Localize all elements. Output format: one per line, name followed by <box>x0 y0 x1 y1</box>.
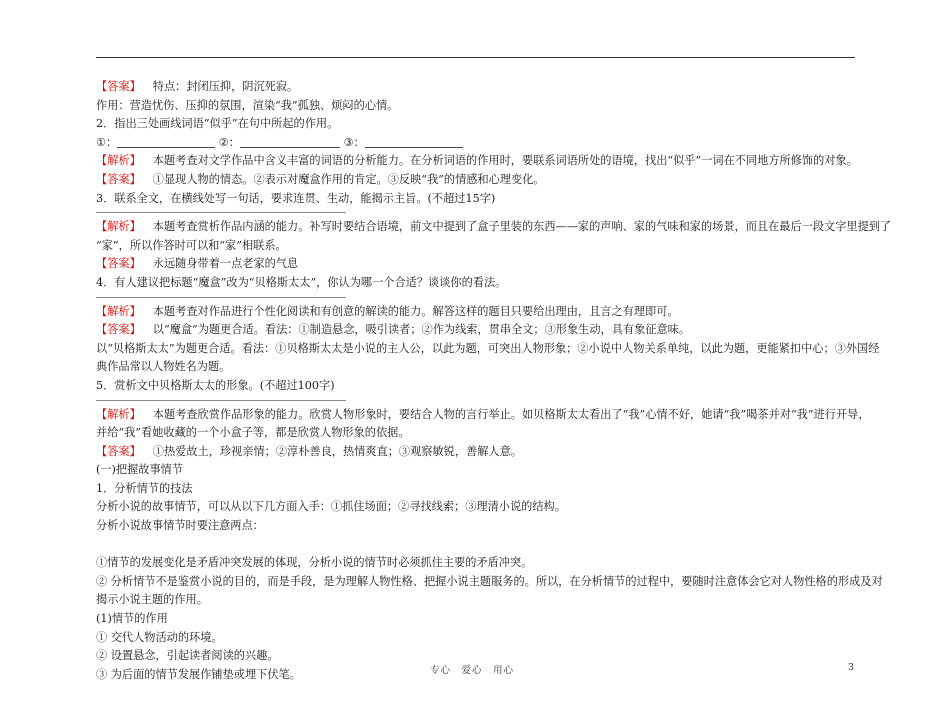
section-focus: 分析小说故事情节时要注意两点： <box>96 519 264 533</box>
q5-writing-line <box>96 396 855 406</box>
analysis-tag: 【解析】 <box>96 154 141 168</box>
q1-effect: 作用：营造忧伤、压抑的氛围，渲染“我”孤独、烦闷的心情。 <box>96 98 399 112</box>
q4-analysis-line <box>96 303 855 322</box>
spacer <box>96 536 855 555</box>
section-point2-1: ② 分析情节不是鉴赏小说的目的，而是手段，是为理解人物性格、把握小说主题服务的。所以，在分析情节的过程中，要随时注意体会它对人物性格的形成及对 <box>96 574 883 588</box>
blank1-label: ①： <box>96 135 118 149</box>
section-point1: ①情节的发展变化是矛盾冲突发展的体现，分析小说的情节时必须抓住主要的矛盾冲突。 <box>96 556 533 570</box>
q3-analysis-line <box>96 218 892 237</box>
page-number: 3 <box>848 662 855 673</box>
role-item-1: ① 交代人物活动的环境。 <box>96 630 223 644</box>
q4-alt-1: 以“贝格斯太太”为题更合适。看法：①贝格斯太太是小说的主人公，以此为题，可突出人物形象；②小说中人物关系单纯，以此为题，更能紧扣中心；③外国经 <box>96 341 880 355</box>
blank2-label: ②： <box>218 135 240 149</box>
q5-answer: ①热爱故土，珍视亲情；②淳朴善良，热情爽直；③观察敏锐，善解人意。 <box>152 444 522 458</box>
answer-tag: 【答案】 <box>96 172 141 186</box>
role-item-2: ② 设置悬念，引起读者阅读的兴趣。 <box>96 649 279 663</box>
section-intro: 分析小说的故事情节，可以从以下几方面入手：①抓住场面；②寻找线索；③理清小说的结构。 <box>96 500 566 514</box>
q4-writing-line <box>96 293 855 303</box>
q2-blanks <box>96 134 855 153</box>
answer-tag: 【答案】 <box>96 257 141 271</box>
blank1-field[interactable] <box>117 135 215 148</box>
q3-analysis-2: “家”，所以作答时可以和“家”相联系。 <box>96 238 287 252</box>
section-sub1: 1．分析情节的技法 <box>96 481 193 495</box>
q3-answer-line <box>96 255 855 274</box>
q3-answer: 永远随身带着一点老家的气息 <box>152 257 299 271</box>
q3-writing-line <box>96 208 855 218</box>
analysis-tag: 【解析】 <box>96 304 141 318</box>
blank3-label: ③： <box>343 135 365 149</box>
q2-answer: ①显现人物的情态。②表示对魔盒作用的肯定。③反映“我”的情感和心理变化。 <box>152 172 545 186</box>
q2-answer-line <box>96 171 855 190</box>
q3-question: 3．联系全文，在横线处写一句话，要求连贯、生动，能揭示主旨。(不超过15字) <box>96 191 496 205</box>
q2-analysis: 本题考查对文学作品中含义丰富的词语的分析能力。在分析词语的作用时，要联系词语所处的语境，找出“似乎”一词在不同地方所修饰的对象。 <box>152 154 858 168</box>
analysis-tag: 【解析】 <box>96 407 141 421</box>
q4-alt-2: 典作品常以人物姓名为题。 <box>96 360 231 374</box>
q5-analysis-2: 并给“我”看她收藏的一个小盒子等，都是欣赏人物形象的依据。 <box>96 426 410 440</box>
section-point2-2: 揭示小说主题的作用。 <box>96 593 208 607</box>
q2-analysis-line <box>96 152 858 171</box>
answer-tag: 【答案】 <box>96 323 141 337</box>
document-body <box>96 78 892 684</box>
role-heading: (1)情节的作用 <box>96 612 168 626</box>
role-item-3: ③ 为后面的情节发展作铺垫或埋下伏笔。 <box>96 667 301 681</box>
q2-question: 2．指出三处画线词语“似乎”在句中所起的作用。 <box>96 117 339 131</box>
q4-question: 4．有人建议把标题“魔盒”改为“贝格斯太太”，你认为哪一个合适？谈谈你的看法。 <box>96 275 507 289</box>
q5-question: 5．赏析文中贝格斯太太的形象。(不超过100字) <box>96 378 335 392</box>
header-rule <box>96 57 855 58</box>
section-heading: (一)把握故事情节 <box>96 463 184 477</box>
q4-answer-line <box>96 321 855 340</box>
answer-tag: 【答案】 <box>96 80 141 93</box>
q5-analysis-1: 本题考查欣赏作品形象的能力。欣赏人物形象时，要结合人物的言行举止。如贝格斯太太看出了“我”心情不好，她请“我”喝茶并对“我”进行开导， <box>152 407 870 421</box>
q4-analysis: 本题考查对作品进行个性化阅读和有创意的解读的能力。解答这样的题目只要给出理由，且言之有理即可。 <box>152 304 679 318</box>
q4-answer: 以“魔盒”为题更合适。看法：①制造悬念，吸引读者；②作为线索，贯串全文；③形象生动，具有象征意味。 <box>152 323 691 337</box>
footer-motto: 专心 爱心 用心 <box>430 665 515 676</box>
q3-analysis-1: 本题考查赏析作品内涵的能力。补写时要结合语境，前文中提到了盒子里装的东西——家的声响、家的气味和家的场景，而且在最后一段文字里提到了 <box>152 220 892 234</box>
blank2-field[interactable] <box>240 135 340 148</box>
q5-analysis-line <box>96 406 870 425</box>
answer-tag: 【答案】 <box>96 444 141 458</box>
q1-answer-line <box>96 78 855 97</box>
q5-answer-line <box>96 443 855 462</box>
q1-answer: 特点：封闭压抑，阴沉死寂。 <box>152 80 299 93</box>
blank3-field[interactable] <box>365 135 463 148</box>
analysis-tag: 【解析】 <box>96 220 141 234</box>
